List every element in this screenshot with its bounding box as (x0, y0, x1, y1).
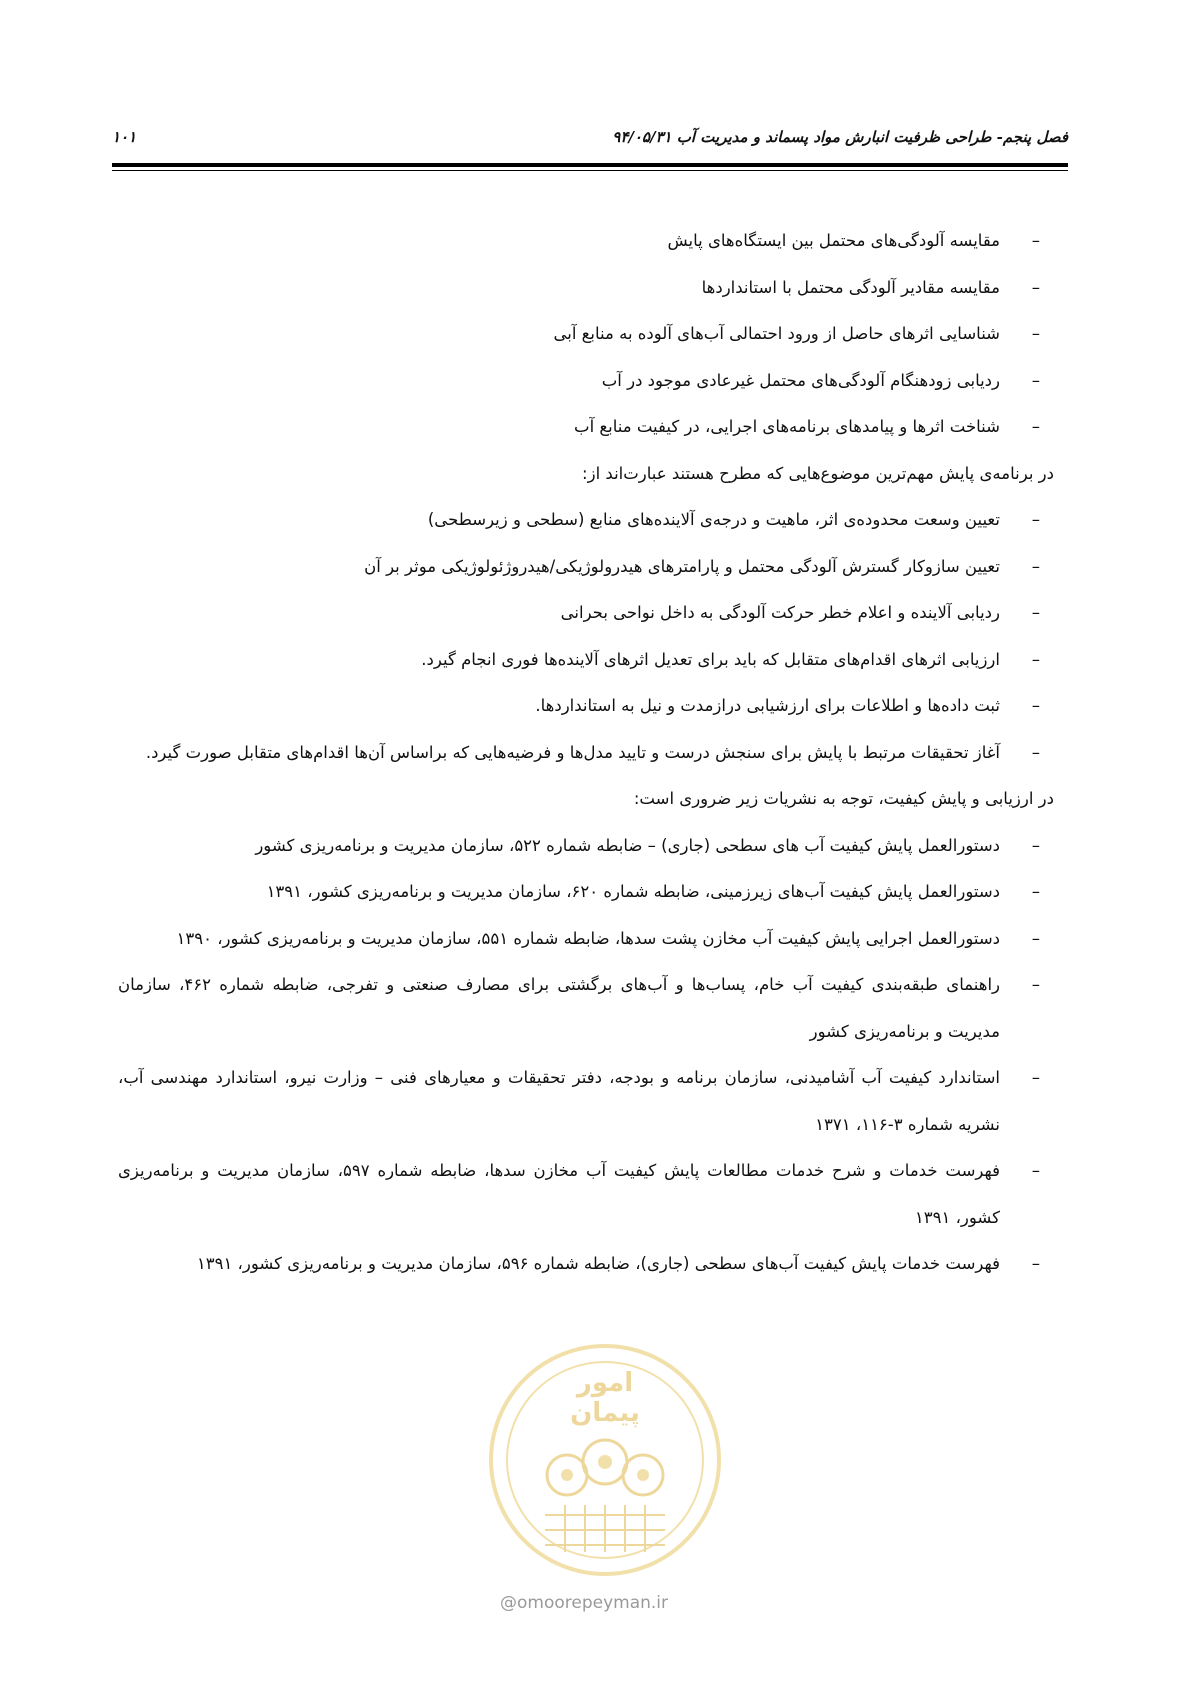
monitoring-topics-list (118, 497, 1040, 776)
list-item: – شناسایی اثرهای حاصل از ورود احتمالی آب‌های آلوده به منابع آبی (118, 311, 1040, 358)
bullet-dash: – (1031, 603, 1040, 622)
bullet-dash: – (1031, 835, 1040, 855)
bullet-dash: – (1031, 417, 1040, 436)
list-item: – فهرست خدمات پایش کیفیت آب‌های سطحی (جاری)، ضابطه شماره ۵۹۶، سازمان مدیریت و برنامه‌ریزی کشور، ۱۳۹۱ (118, 1241, 1040, 1288)
bullet-dash: – (1031, 556, 1040, 576)
watermark-url: @omoorepeyman.ir (500, 1593, 669, 1613)
header-rule-thick (112, 163, 1068, 167)
body-text (118, 218, 1054, 1288)
list-item: – ردیابی آلاینده و اعلام خطر حرکت آلودگی به داخل نواحی بحرانی (118, 590, 1040, 637)
list-item: – آغاز تحقیقات مرتبط با پایش برای سنجش درست و تایید مدل‌ها و فرضیه‌هایی که براساس آن‌ها اقدام‌های متقابل صورت گیرد. (118, 730, 1040, 777)
bullet-dash: – (1031, 277, 1040, 297)
bullet-dash: – (1031, 742, 1040, 762)
list-item: – تعیین وسعت محدوده‌ی اثر، ماهیت و درجه‌ی آلاینده‌های منابع (سطحی و زیرسطحی) (118, 497, 1040, 544)
list-item: – دستورالعمل پایش کیفیت آب‌های زیرزمینی، ضابطه شماره ۶۲۰، سازمان مدیریت و برنامه‌ریزی کشور، ۱۳۹۱ (118, 869, 1040, 916)
bullet-dash: – (1031, 696, 1040, 715)
bullet-dash: – (1031, 928, 1040, 948)
page-number: ۱۰۱ (112, 128, 137, 146)
list-item: – دستورالعمل پایش کیفیت آب های سطحی (جاری) – ضابطه شماره ۵۲۲، سازمان مدیریت و برنامه‌ریزی کشور (118, 823, 1040, 870)
list-item: – شناخت اثرها و پیامدهای برنامه‌های اجرایی، در کیفیت منابع آب (118, 404, 1040, 451)
list-item: – ثبت داده‌ها و اطلاعات برای ارزشیابی درازمدت و نیل به استانداردها. (118, 683, 1040, 730)
bullet-dash: – (1031, 510, 1040, 529)
bullet-dash: – (1031, 649, 1040, 669)
chapter-title: فصل پنجم- طراحی ظرفیت انبارش مواد پسماند و مدیریت آب ۹۴/۰۵/۳۱ (612, 128, 1068, 146)
seal-text: امور پیمان (570, 1368, 640, 1428)
list-item: – تعیین سازوکار گسترش آلودگی محتمل و پارامترهای هیدرولوژیکی/هیدروژئولوژیکی موثر بر آن (118, 544, 1040, 591)
list-item: – مقایسه مقادیر آلودگی محتمل با استانداردها (118, 265, 1040, 312)
list-item: – راهنمای طبقه‌بندی کیفیت آب خام، پساب‌ها و آب‌های برگشتی برای مصارف صنعتی و تفرجی، ضابطه شماره ۴۶۲، سازمان مدیریت و برنامه‌ریزی کشور (118, 962, 1040, 1055)
publications-intro: در ارزیابی و پایش کیفیت، توجه به نشریات زیر ضروری است: (633, 789, 1054, 808)
bullet-dash: – (1031, 975, 1040, 994)
bullet-dash: – (1031, 1161, 1040, 1180)
list-item: – دستورالعمل اجرایی پایش کیفیت آب مخازن پشت سدها، ضابطه شماره ۵۵۱، سازمان مدیریت و برنامه‌ریزی کشور، ۱۳۹۰ (118, 916, 1040, 963)
bullet-dash: – (1031, 231, 1040, 250)
list-item: – مقایسه آلودگی‌های محتمل بین ایستگاه‌های پایش (118, 218, 1040, 265)
page-header (112, 128, 1068, 156)
publications-list (118, 823, 1040, 1288)
list-item: – ردیابی زودهنگام آلودگی‌های محتمل غیرعادی موجود در آب (118, 358, 1040, 405)
list-item: – فهرست خدمات و شرح خدمات مطالعات پایش کیفیت آب مخازن سدها، ضابطه شماره ۵۹۷، سازمان مدیریت و برنامه‌ریزی کشور، ۱۳۹۱ (118, 1148, 1040, 1241)
bullet-dash: – (1031, 882, 1040, 901)
objectives-list (118, 218, 1040, 451)
bullet-dash: – (1031, 1254, 1040, 1273)
bullet-dash: – (1031, 1068, 1040, 1087)
monitoring-topics-intro: در برنامه‌ی پایش مهم‌ترین موضوع‌هایی که مطرح هستند عبارت‌اند از: (582, 463, 1054, 483)
header-rule-thin (112, 170, 1068, 171)
bullet-dash: – (1031, 324, 1040, 343)
list-item: – استاندارد کیفیت آب آشامیدنی، سازمان برنامه و بودجه، دفتر تحقیقات و معیارهای فنی – وزارت نیرو، استاندارد مهندسی آب، نشریه شماره ۳-۱۱۶، ۱۳۷۱ (118, 1055, 1040, 1148)
list-item: – ارزیابی اثرهای اقدام‌های متقابل که باید برای تعدیل اثرهای آلاینده‌ها فوری انجام گیرد. (118, 637, 1040, 684)
bullet-dash: – (1031, 370, 1040, 390)
